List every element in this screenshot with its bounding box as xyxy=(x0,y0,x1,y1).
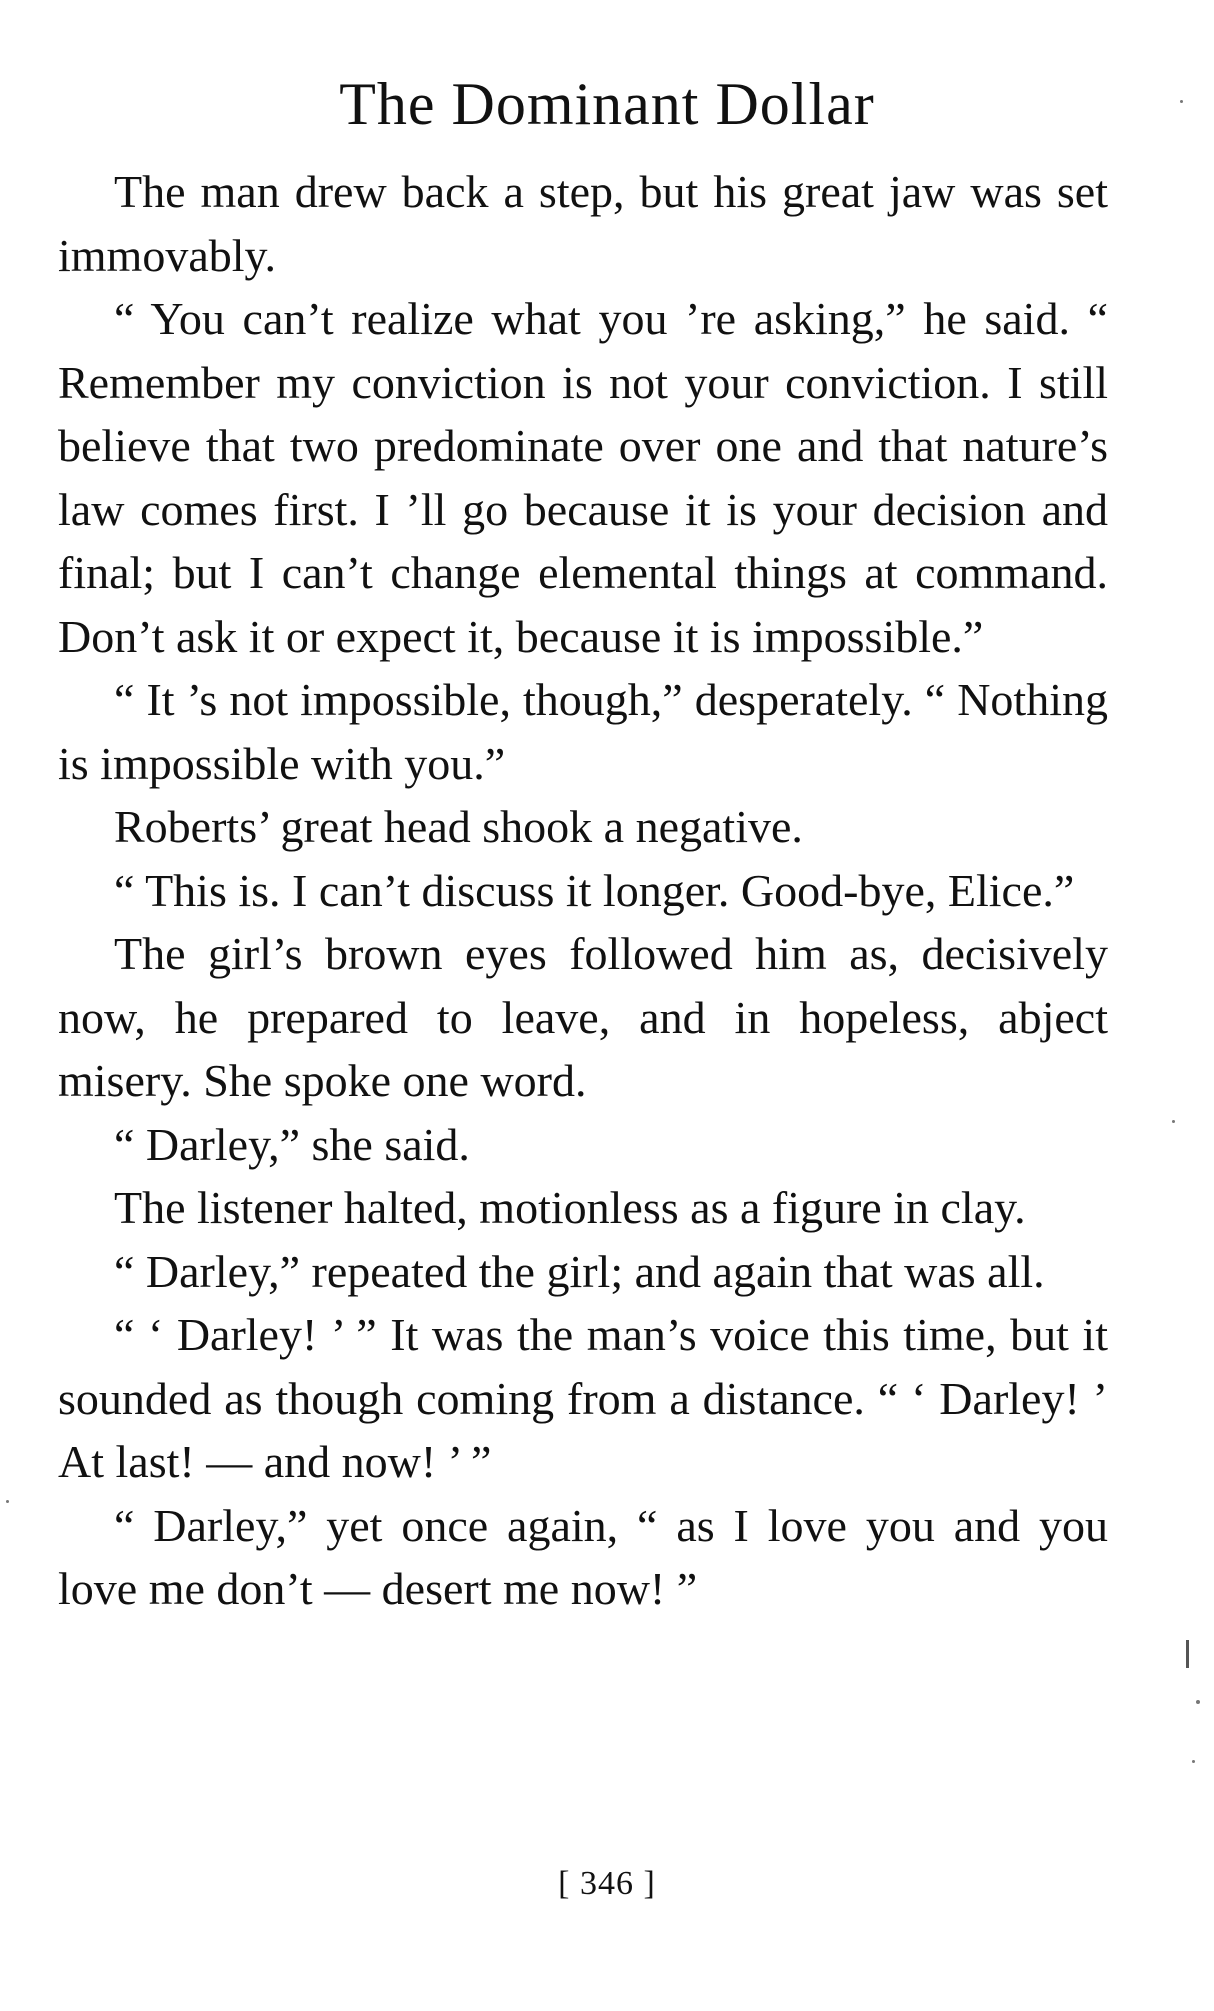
scan-artifact xyxy=(1192,1760,1195,1763)
scan-artifact xyxy=(1172,1120,1175,1123)
scan-artifact xyxy=(1180,100,1183,103)
paragraph: “ Darley,” she said. xyxy=(114,1118,470,1170)
scan-artifact xyxy=(6,1500,9,1503)
paragraph: “ You can’t realize what you ’re asking,” he said. “ Remember my conviction is not your conviction. I still believe that two predominate over one and that nature’s law comes first. I ’ll go because it is your decision and final; but I can’t change elemental things at command. Don’t ask it or expect it, because it is impossible.” xyxy=(58,293,1108,662)
paragraph: The girl’s brown eyes followed him as, decisively now, he prepared to leave, and in hopeless, abject misery. She spoke one word. xyxy=(58,928,1108,1106)
paragraph: “ It ’s not impossible, though,” desperately. “ Nothing is impossible with you.” xyxy=(58,674,1108,789)
paragraph: Roberts’ great head shook a negative. xyxy=(114,801,803,852)
scan-artifact xyxy=(1186,1640,1189,1668)
body-text xyxy=(58,160,1108,1621)
paragraph: “ Darley,” yet once again, “ as I love you and you love me don’t — desert me now! ” xyxy=(58,1499,1108,1614)
paragraph: “ ‘ Darley! ’ ” It was the man’s voice this time, but it sounded as though coming from a distance. “ ‘ Darley! ’ At last! — and now! ’ ” xyxy=(58,1309,1108,1487)
paragraph: “ This is. I can’t discuss it longer. Good-bye, Elice.” xyxy=(114,864,1075,916)
paragraph: “ Darley,” repeated the girl; and again that was all. xyxy=(114,1245,1045,1297)
paragraph: The man drew back a step, but his great jaw was set immovably. xyxy=(58,166,1108,281)
running-head: The Dominant Dollar xyxy=(339,71,875,137)
scan-artifact xyxy=(1196,1700,1200,1704)
page-number: [ 346 ] xyxy=(558,1865,656,1902)
paragraph: The listener halted, motionless as a figure in clay. xyxy=(114,1182,1026,1233)
